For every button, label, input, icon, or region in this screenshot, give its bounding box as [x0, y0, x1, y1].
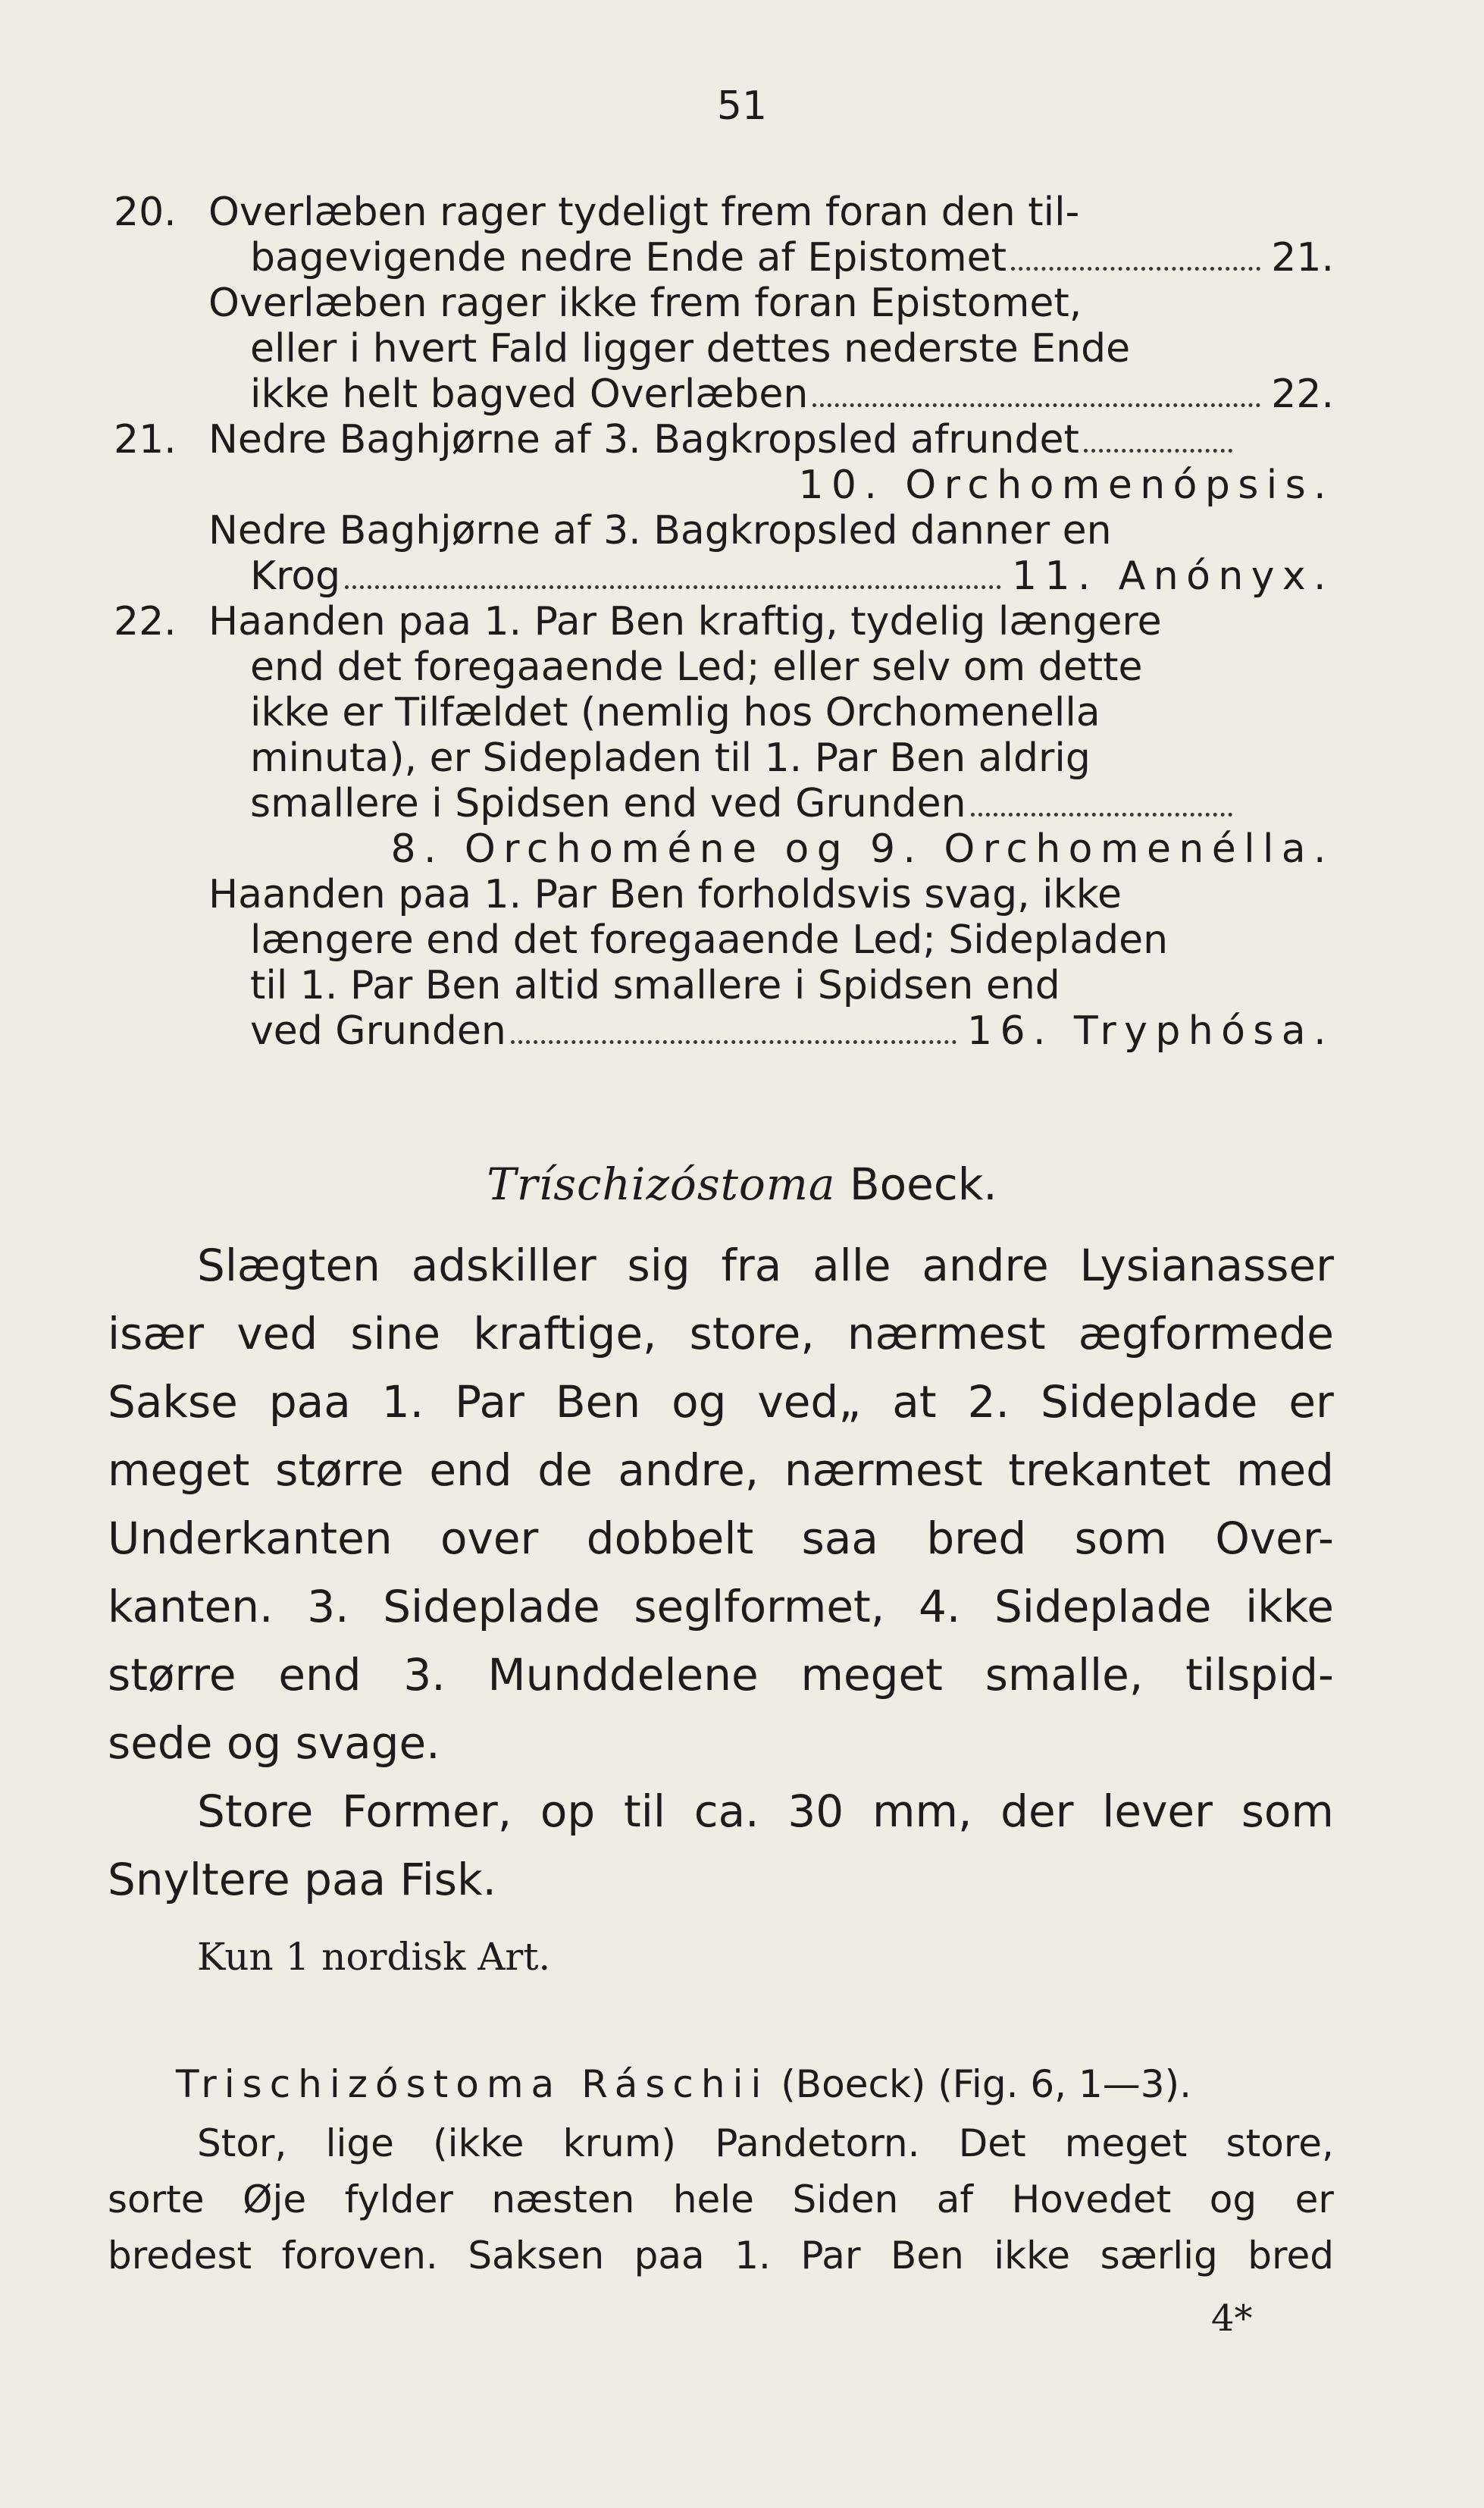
- key-text: til 1. Par Ben altid smallere i Spidsen end: [250, 963, 1060, 1008]
- couplet-number: 22.: [114, 599, 177, 644]
- genus-author: Boeck.: [849, 1158, 997, 1210]
- genus-answer: [208, 826, 1334, 872]
- signature-mark: 4*: [1211, 2297, 1253, 2340]
- key-line: [114, 281, 1334, 326]
- dot-leader: [1084, 449, 1232, 453]
- key-text: Krog: [250, 553, 341, 599]
- key-text: Nedre Baghjørne af 3. Bagkropsled danner en: [208, 508, 1112, 553]
- identification-key: [114, 190, 1334, 1054]
- page-number: 51: [716, 83, 768, 129]
- key-text: ved Grunden: [250, 1008, 506, 1054]
- key-answer: 21.: [1271, 235, 1334, 281]
- key-text: Overlæben rager ikke frem foran Epistomet,: [208, 281, 1082, 326]
- key-text: længere end det foregaaende Led; Sidepladen: [250, 917, 1169, 963]
- key-line-with-leader: [208, 417, 1243, 463]
- dot-leader: [812, 403, 1260, 407]
- species-authority: (Boeck) (Fig. 6, 1—3).: [781, 2062, 1191, 2106]
- paragraph-line: Slægten adskiller sig fra alle andre Lysianasser: [197, 1240, 1334, 1291]
- paragraph-line: sede og svage.: [108, 1717, 440, 1769]
- paragraph-line: Stor, lige (ikke krum) Pandetorn. Det meget store,: [197, 2121, 1334, 2165]
- key-text: Overlæben rager tydeligt frem foran den til-: [208, 190, 1080, 235]
- key-text: ikke helt bagved Overlæben: [250, 371, 809, 417]
- paragraph-line: kanten. 3. Sideplade seglformet, 4. Sideplade ikke: [108, 1581, 1334, 1632]
- key-answer: 8. Orchoméne og 9. Orchomenélla.: [390, 826, 1334, 872]
- paragraph-line: bredest foroven. Saksen paa 1. Par Ben ikke særlig bred: [108, 2234, 1334, 2278]
- key-line-with-answer: [250, 371, 1334, 418]
- key-text: end det foregaaende Led; eller selv om dette: [250, 644, 1143, 690]
- key-text: minuta), er Sidepladen til 1. Par Ben aldrig: [250, 735, 1091, 781]
- key-line: [114, 781, 1334, 826]
- key-line: [114, 1008, 1334, 1054]
- genus-description: [108, 1231, 1334, 1914]
- paragraph-line: større end 3. Munddelene meget smalle, tilspid-: [108, 1649, 1334, 1701]
- key-line: [114, 190, 1334, 235]
- key-line: [114, 963, 1334, 1008]
- key-line: [114, 826, 1334, 872]
- key-line-with-answer: [250, 235, 1334, 281]
- paragraph-line: især ved sine kraftige, store, nærmest ægformede: [108, 1308, 1334, 1359]
- key-line: [114, 235, 1334, 281]
- key-text: Haanden paa 1. Par Ben forholdsvis svag, ikke: [208, 872, 1122, 917]
- paragraph-line: meget større end de andre, nærmest trekantet med: [108, 1444, 1334, 1496]
- key-text: bagevigende nedre Ende af Epistomet: [250, 235, 1007, 281]
- dot-leader: [511, 1040, 956, 1044]
- genus-heading: [0, 1158, 1484, 1210]
- key-line: [114, 371, 1334, 417]
- key-line: [114, 735, 1334, 781]
- key-line: [114, 917, 1334, 963]
- couplet-number: 20.: [114, 190, 177, 235]
- key-line-with-answer: [250, 1008, 1334, 1055]
- species-heading: [176, 2062, 1334, 2106]
- species-count-note: Kun 1 nordisk Art.: [197, 1935, 551, 1979]
- paragraph-line: Snyltere paa Fisk.: [108, 1854, 496, 1905]
- key-line: [114, 644, 1334, 690]
- key-text: ikke er Tilfældet (nemlig hos Orchomenella: [250, 690, 1100, 735]
- genus-answer: [208, 462, 1334, 508]
- species-description: [108, 2115, 1334, 2284]
- key-answer: 22.: [1271, 371, 1334, 417]
- key-line-with-answer: [250, 553, 1334, 600]
- key-text: Haanden paa 1. Par Ben kraftig, tydelig længere: [208, 599, 1162, 644]
- key-line: [114, 599, 1334, 644]
- key-line: [114, 326, 1334, 371]
- key-line: [114, 508, 1334, 553]
- species-name: Trischizóstoma Ráschii: [176, 2062, 769, 2106]
- key-text: smallere i Spidsen end ved Grunden: [250, 781, 966, 826]
- dot-leader: [1011, 267, 1260, 271]
- couplet-number: 21.: [114, 417, 177, 462]
- key-text: eller i hvert Fald ligger dettes nederste Ende: [250, 326, 1131, 371]
- key-line: [114, 690, 1334, 735]
- dot-leader: [971, 813, 1232, 817]
- key-answer: 11. Anónyx.: [1011, 553, 1334, 599]
- key-answer: 16. Tryphósa.: [967, 1008, 1334, 1054]
- key-line-with-leader: [250, 781, 1243, 827]
- key-line: [114, 872, 1334, 917]
- paragraph-line: Underkanten over dobbelt saa bred som Over-: [108, 1513, 1334, 1564]
- paragraph-line: Sakse paa 1. Par Ben og ved„ at 2. Sideplade er: [108, 1376, 1334, 1428]
- key-line: [114, 417, 1334, 462]
- key-line: [114, 553, 1334, 599]
- dot-leader: [345, 585, 1001, 589]
- key-text: Nedre Baghjørne af 3. Bagkropsled afrundet: [208, 417, 1079, 462]
- paragraph-line: sorte Øje fylder næsten hele Siden af Hovedet og er: [108, 2177, 1334, 2221]
- paragraph-line: Store Former, op til ca. 30 mm, der lever som: [197, 1785, 1334, 1837]
- key-line: [114, 462, 1334, 508]
- key-answer: 10. Orchomenópsis.: [798, 462, 1334, 508]
- genus-name: Tríschizóstoma: [487, 1158, 836, 1210]
